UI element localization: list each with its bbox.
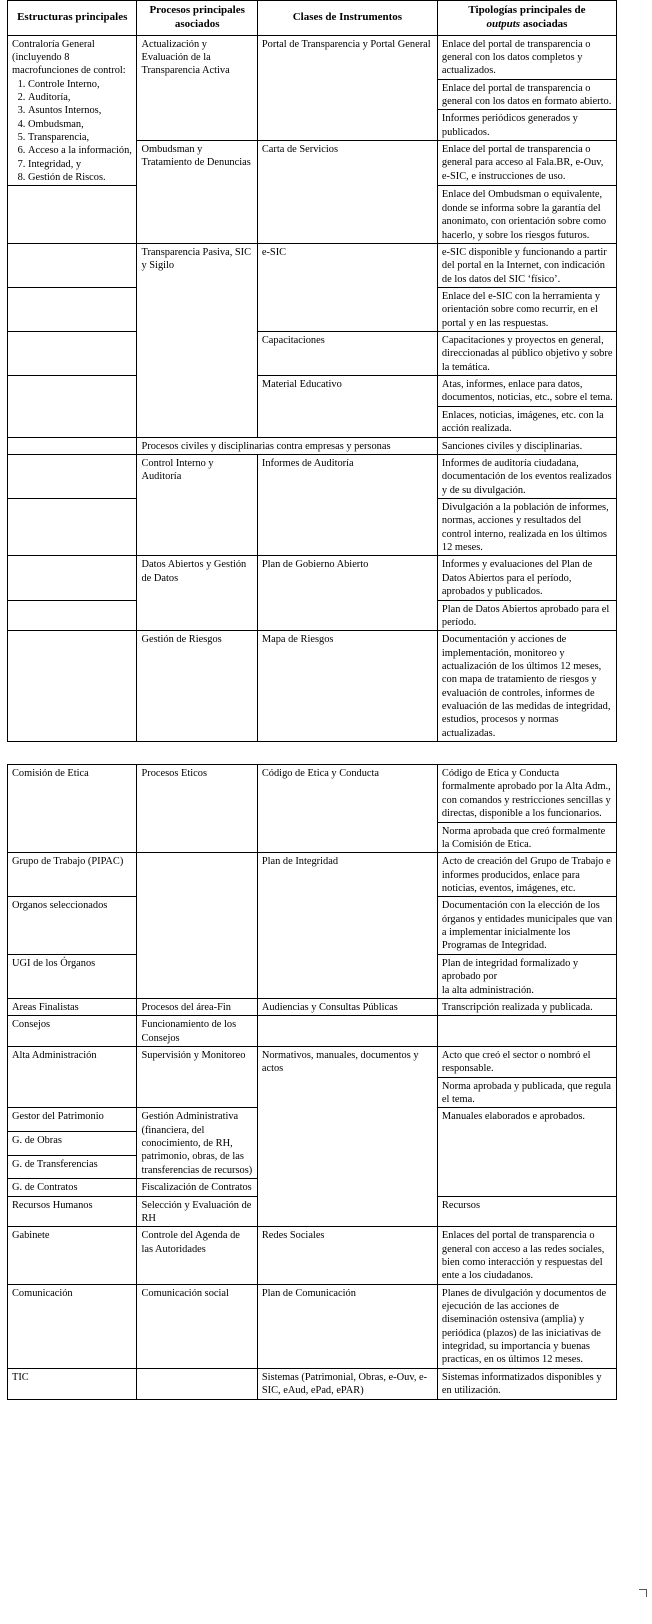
table-row (8, 454, 617, 498)
cell-output: Sistemas informatizados disponibles y en utilización. (437, 1368, 616, 1399)
cell-output: Plan de Datos Abiertos aprobado para el período. (437, 600, 616, 631)
cell-output: Enlace del Ombudsman o equivalente, donde se informa sobre la garantía del anonimato, con orientación sobre como hacerlo, y sobre los riesgos futuros. (437, 186, 616, 243)
cell-instrumento-recursos: Recursos (437, 1196, 616, 1227)
cell-output: Informes y evaluaciones del Plan de Datos Abiertos para el período, aprobados y publicados. (437, 556, 616, 600)
cell-output: Acto de creación del Grupo de Trabajo e informes producidos, enlace para noticias, eventos, imágenes, etc. (437, 853, 616, 897)
table-structures-part2 (7, 764, 617, 1399)
cell-instrumento-redes-sociales: Redes Sociales (257, 1227, 437, 1284)
cell-proceso-supervision-monitoreo: Supervisión y Monitoreo (137, 1046, 257, 1107)
cell-proceso-civiles-disciplinarias: Procesos civiles y disciplinarias contra empresas y personas (137, 437, 437, 454)
cell-output: Transcripción realizada y publicada. (437, 998, 616, 1015)
cell-output-empty (437, 1016, 616, 1047)
table-row (8, 1227, 617, 1284)
page-corner-mark (639, 1589, 647, 1597)
cell-estructura-contraloria (8, 35, 137, 186)
cell-output: Acto que creó el sector o nombró el responsable. (437, 1046, 616, 1077)
cell-estructura-consejos: Consejos (8, 1016, 137, 1047)
cell-output: Enlaces del portal de transparencia o general con acceso a las redes sociales, bien como interacción y respuestas del ente a los ciudadanos. (437, 1227, 616, 1284)
cell-proceso-fiscalizacion-contratos: Fiscalización de Contratos (137, 1179, 257, 1196)
cell-proceso-gestion-riesgos: Gestión de Riesgos (137, 631, 257, 742)
list-item: 7. Integridad, y (28, 158, 133, 171)
list-item: 5. Transparencia, (28, 131, 133, 144)
cell-estructura-continuation (8, 332, 137, 376)
list-item: 1. Controle Interno, (28, 78, 133, 91)
cell-output: Planes de divulgación y documentos de ejecución de las acciones de diseminación ostensiva (amplia) y periódica (plazos) de las iniciativas de integridad, su importancia y buenas practicas, en os últimos 12 meses. (437, 1284, 616, 1368)
cell-estructura-comunicacion: Comunicación (8, 1284, 137, 1368)
cell-output: Sanciones civiles y disciplinarias. (437, 437, 616, 454)
cell-instrumento-empty (257, 1016, 437, 1047)
cell-instrumento-codigo-etica: Código de Etica y Conducta (257, 765, 437, 853)
header-tipologias-outputs (437, 1, 616, 36)
table-row (8, 1368, 617, 1399)
cell-estructura-continuation (8, 454, 137, 498)
cell-output: Documentación con la elección de los órganos y entidades municipales que van a implementar inicialmente los Programas de Integridad. (437, 897, 616, 954)
cell-estructura-continuation (8, 376, 137, 437)
cell-output: Enlaces, noticias, imágenes, etc. con la acción realizada. (437, 406, 616, 437)
cell-instrumento-audiencias-consultas: Audiencias y Consultas Públicas (257, 998, 437, 1015)
contraloria-label: Contraloría General (incluyendo 8 macrofunciones de control: (12, 38, 126, 77)
cell-estructura-continuation (8, 499, 137, 556)
cell-instrumento-carta-servicios: Carta de Servicios (257, 141, 437, 244)
list-item: 6. Acceso a la información, (28, 144, 133, 157)
cell-instrumento-portal: Portal de Transparencia y Portal General (257, 35, 437, 141)
cell-output: Atas, informes, enlace para datos, documentos, noticias, etc., sobre el tema. (437, 376, 616, 407)
cell-estructura-continuation (8, 186, 137, 243)
cell-estructura-continuation (8, 556, 137, 600)
table-row (8, 1016, 617, 1047)
table-structures-part1 (7, 0, 617, 742)
cell-proceso-gestion-administrativa: Gestión Administrativa (financiera, del conocimiento, de RH, patrimonio, obras, de las transferencias de recursos) (137, 1108, 257, 1179)
header-line2: asociados (174, 17, 220, 30)
cell-proceso-empty (137, 1368, 257, 1399)
header-procesos-principales-asociados (137, 1, 257, 36)
cell-instrumento-informes-auditoria: Informes de Auditoría (257, 454, 437, 556)
cell-estructura-continuation (8, 287, 137, 331)
cell-estructura-gabinete: Gabinete (8, 1227, 137, 1284)
cell-instrumento-sistemas: Sistemas (Patrimonial, Obras, e-Ouv, e-SIC, eAud, ePad, ePAR) (257, 1368, 437, 1399)
table-row (8, 376, 617, 407)
cell-instrumento-mapa-riesgos: Mapa de Riesgos (257, 631, 437, 742)
cell-estructura-comision-etica: Comisión de Etica (8, 765, 137, 853)
table-row (8, 556, 617, 600)
cell-estructura-g-contratos: G. de Contratos (8, 1179, 137, 1196)
table-row (8, 853, 617, 897)
cell-output: Enlace del e-SIC con la herramienta y orientación sobre como recurrir, en el portal y en las respuestas. (437, 287, 616, 331)
list-item: 3. Asuntos Internos, (28, 104, 133, 117)
cell-estructura-continuation (8, 437, 137, 454)
cell-estructura-grupo-trabajo: Grupo de Trabajo (PIPAC) (8, 853, 137, 897)
table-row (8, 1046, 617, 1077)
cell-output: Enlace del portal de transparencia o general con los datos completos y actualizados. (437, 35, 616, 79)
cell-estructura-ugi-organos: UGI de los Órganos (8, 954, 137, 998)
cell-instrumento-plan-integridad: Plan de Integridad (257, 853, 437, 999)
output-text-line1: Plan de integridad formalizado y aprobado por (441, 957, 579, 983)
cell-output: Enlace del portal de transparencia o general para acceso al Fala.BR, e-Ouv, e-SIC, e instrucciones de uso. (437, 141, 616, 186)
cell-proceso-funcionamiento-consejos: Funcionamiento de los Consejos (137, 1016, 257, 1047)
cell-output: Código de Etica y Conducta formalmente aprobado por la Alta Adm., con comandos y restricciones sencillas y directas, disponible a los funcionarios. (437, 765, 616, 822)
cell-instrumento-plan-gobierno-abierto: Plan de Gobierno Abierto (257, 556, 437, 631)
cell-output: Norma aprobada y publicada, que regula el tema. (437, 1077, 616, 1108)
cell-proceso-procesos-eticos: Procesos Eticos (137, 765, 257, 853)
table-row (8, 631, 617, 742)
output-text-line2: la alta administración. (441, 984, 534, 996)
cell-estructura-continuation (8, 600, 137, 631)
cell-estructura-continuation (8, 243, 137, 287)
cell-output: Documentación y acciones de implementación, monitoreo y actualización de los últimos 12 meses, con mapa de tratamiento de riesgos y evaluación de controles, informes de evaluación de las medidas de integridad, estudios, procesos y normas actualizadas. (437, 631, 616, 742)
list-item: 8. Gestión de Riscos. (28, 171, 133, 184)
cell-proceso-controle-agenda: Controle del Agenda de las Autoridades (137, 1227, 257, 1284)
cell-proceso-comunicacion-social: Comunicación social (137, 1284, 257, 1368)
table-row (8, 332, 617, 376)
cell-estructura-alta-administracion: Alta Administración (8, 1046, 137, 1107)
list-item: 4. Ombudsman, (28, 118, 133, 131)
cell-output: Enlace del portal de transparencia o general con los datos en formato abierto. (437, 79, 616, 110)
cell-instrumento-esic: e-SIC (257, 243, 437, 331)
cell-proceso-area-fin: Procesos del área-Fin (137, 998, 257, 1015)
cell-estructura-tic: TIC (8, 1368, 137, 1399)
table-row (8, 35, 617, 79)
cell-estructura-g-obras: G. de Obras (8, 1131, 137, 1155)
table-header-row (8, 1, 617, 36)
cell-instrumento-material-educativo: Material Educativo (257, 376, 437, 437)
table-separator-gap (0, 742, 652, 764)
macrofunctions-list (12, 78, 133, 185)
cell-estructura-recursos-humanos: Recursos Humanos (8, 1196, 137, 1227)
cell-estructura-areas-finalistas: Areas Finalistas (8, 998, 137, 1015)
cell-output: Capacitaciones y proyectos en general, direccionadas al público objetivo y sobre la temática. (437, 332, 616, 376)
cell-output: e-SIC disponible y funcionando a partir del portal en la Internet, con indicación de los datos del SIC ‘físico’. (437, 243, 616, 287)
table-row (8, 998, 617, 1015)
cell-proceso-datos-abiertos: Datos Abiertos y Gestión de Datos (137, 556, 257, 631)
cell-proceso-actualizacion: Actualización y Evaluación de la Transparencia Activa (137, 35, 257, 141)
cell-proceso-ombudsman: Ombudsman y Tratamiento de Denuncias (137, 141, 257, 244)
cell-estructura-gestor-patrimonio: Gestor del Patrimonio (8, 1108, 137, 1132)
cell-output: Norma aprobada que creó formalmente la Comisión de Etica. (437, 822, 616, 853)
header-outputs-italic: outputs (486, 17, 521, 30)
cell-proceso-seleccion-evaluacion-rh: Selección y Evaluación de RH (137, 1196, 257, 1227)
table-row (8, 765, 617, 822)
cell-output: Informes periódicos generados y publicados. (437, 110, 616, 141)
cell-proceso-empty (137, 853, 257, 999)
header-line1: Tipologías principales de (468, 4, 586, 16)
cell-instrumento-capacitaciones: Capacitaciones (257, 332, 437, 376)
header-clases-de-instrumentos: Clases de Instrumentos (257, 1, 437, 36)
cell-output: Divulgación a la población de informes, normas, acciones y resultados del control interno, realizada en los últimos 12 meses. (437, 499, 616, 556)
cell-estructura-continuation (8, 631, 137, 742)
cell-instrumento-normativos-manuales: Normativos, manuales, documentos y actos (257, 1046, 437, 1226)
cell-output: Informes de auditoría ciudadana, documentación de los eventos realizados y de su divulgación. (437, 454, 616, 498)
header-estructuras-principales: Estructuras principales (8, 1, 137, 36)
table-row (8, 243, 617, 287)
table-row (8, 1284, 617, 1368)
cell-output-manuales: Manuales elaborados e aprobados. (437, 1108, 616, 1196)
cell-output (437, 954, 616, 998)
table-row (8, 437, 617, 454)
header-line2-rest: asociadas (520, 17, 568, 30)
cell-estructura-g-transferencias: G. de Transferencias (8, 1155, 137, 1179)
list-item: 2. Auditoría, (28, 91, 133, 104)
cell-estructura-organos-seleccionados: Organos seleccionados (8, 897, 137, 954)
cell-instrumento-plan-comunicacion: Plan de Comunicación (257, 1284, 437, 1368)
cell-proceso-control-interno: Control Interno y Auditoría (137, 454, 257, 556)
cell-proceso-transparencia-pasiva: Transparencia Pasiva, SIC y Sigilo (137, 243, 257, 437)
header-line1: Procesos principales (149, 4, 245, 16)
